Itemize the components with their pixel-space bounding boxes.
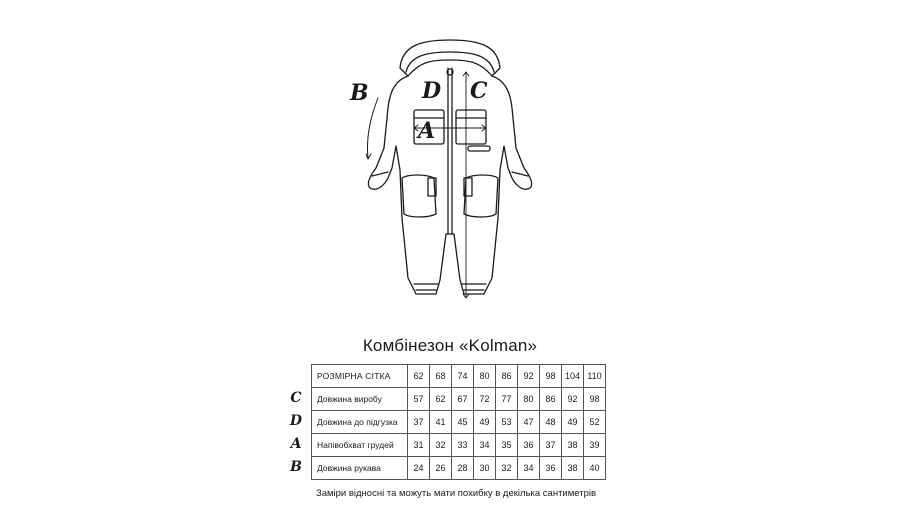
table-cell: 24 — [408, 457, 430, 480]
table-cell: 67 — [452, 388, 474, 411]
measurement-note: Заміри відносні та можуть мати похибку в декілька сантиметрів — [315, 488, 597, 499]
table-cell: 33 — [452, 434, 474, 457]
table-cell: 40 — [584, 457, 606, 480]
table-cell: 49 — [474, 411, 496, 434]
table-cell: 31 — [408, 434, 430, 457]
row-markers — [286, 387, 306, 479]
row-marker: B — [290, 459, 302, 475]
table-cell: 28 — [452, 457, 474, 480]
table-cell: 34 — [474, 434, 496, 457]
label-d: D — [422, 78, 442, 104]
table-cell: 37 — [540, 434, 562, 457]
table-cell: 38 — [562, 457, 584, 480]
label-c: C — [470, 78, 488, 104]
table-header-row — [312, 365, 606, 388]
table-cell: 34 — [518, 457, 540, 480]
row-marker: C — [290, 390, 302, 406]
table-cell: 86 — [540, 388, 562, 411]
table-cell: 36 — [540, 457, 562, 480]
table-cell: 37 — [408, 411, 430, 434]
size-header: 86 — [496, 365, 518, 388]
product-title: Комбінезон «Kolman» — [362, 336, 538, 355]
jumpsuit-drawing — [330, 28, 570, 328]
table-cell: 32 — [496, 457, 518, 480]
size-header: 92 — [518, 365, 540, 388]
size-header: 104 — [562, 365, 584, 388]
table-cell: 36 — [518, 434, 540, 457]
table-cell: 30 — [474, 457, 496, 480]
table-row — [312, 457, 606, 480]
row-marker: D — [289, 413, 303, 429]
table-cell: 45 — [452, 411, 474, 434]
table-cell: 52 — [584, 411, 606, 434]
table-row — [312, 388, 606, 411]
row-label: Напівобхват грудей — [312, 434, 408, 457]
size-header: 110 — [584, 365, 606, 388]
size-header: 68 — [430, 365, 452, 388]
label-b: B — [350, 80, 369, 106]
row-label: Довжина рукава — [312, 457, 408, 480]
table-cell: 41 — [430, 411, 452, 434]
row-marker: A — [290, 436, 302, 452]
table-cell: 39 — [584, 434, 606, 457]
table-cell: 48 — [540, 411, 562, 434]
table-cell: 57 — [408, 388, 430, 411]
jumpsuit-illustration — [330, 28, 570, 328]
table-cell: 72 — [474, 388, 496, 411]
table-row — [312, 411, 606, 434]
table-cell: 92 — [562, 388, 584, 411]
table-cell: 80 — [518, 388, 540, 411]
row-label: Довжина виробу — [312, 388, 408, 411]
label-a: A — [418, 118, 436, 144]
table-row — [312, 434, 606, 457]
table-cell: 32 — [430, 434, 452, 457]
size-chart-table — [311, 364, 606, 480]
table-cell: 35 — [496, 434, 518, 457]
row-label: Довжина до підгузка — [312, 411, 408, 434]
size-header: 62 — [408, 365, 430, 388]
table-header-label: РОЗМІРНА СІТКА — [312, 365, 408, 388]
size-header: 98 — [540, 365, 562, 388]
size-header: 80 — [474, 365, 496, 388]
table-cell: 38 — [562, 434, 584, 457]
size-header: 74 — [452, 365, 474, 388]
table-cell: 62 — [430, 388, 452, 411]
table-cell: 53 — [496, 411, 518, 434]
table-cell: 77 — [496, 388, 518, 411]
table-cell: 49 — [562, 411, 584, 434]
table-cell: 98 — [584, 388, 606, 411]
table-cell: 47 — [518, 411, 540, 434]
table-cell: 26 — [430, 457, 452, 480]
